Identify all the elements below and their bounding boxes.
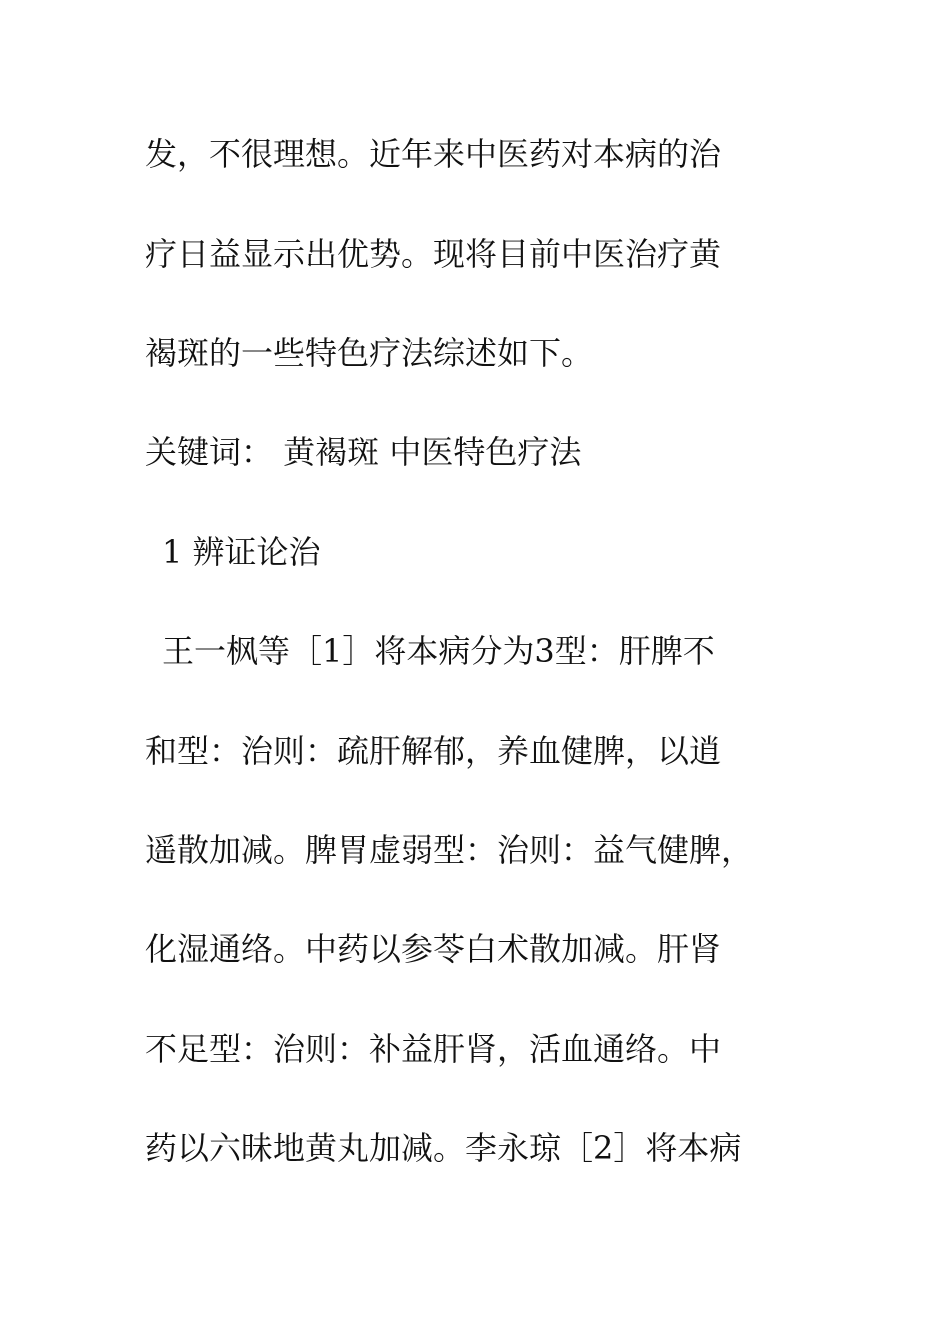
body-text-line-4: 王一枫等［1］将本病分为3型：肝脾不 xyxy=(162,632,715,670)
body-text-line-6: 遥散加减。脾胃虚弱型：治则：益气健脾， xyxy=(145,831,754,869)
body-text-line-1: 发，不很理想。近年来中医药对本病的治 xyxy=(145,135,722,173)
body-text-line-2: 疗日益显示出优势。现将目前中医治疗黄 xyxy=(145,235,722,273)
body-text-line-9: 药以六昧地黄丸加减。李永琼［2］将本病 xyxy=(145,1129,742,1167)
body-text-line-3: 褐斑的一些特色疗法综述如下。 xyxy=(145,334,594,372)
body-text-line-7: 化湿通络。中药以参苓白术散加减。肝肾 xyxy=(145,930,722,968)
keywords-line: 关键词： 黄褐斑 中医特色疗法 xyxy=(145,433,582,471)
section-heading: 1 辨证论治 xyxy=(162,533,321,571)
body-text-line-8: 不足型：治则：补益肝肾，活血通络。中 xyxy=(145,1030,722,1068)
body-text-line-5: 和型：治则：疏肝解郁，养血健脾，以逍 xyxy=(145,732,722,770)
